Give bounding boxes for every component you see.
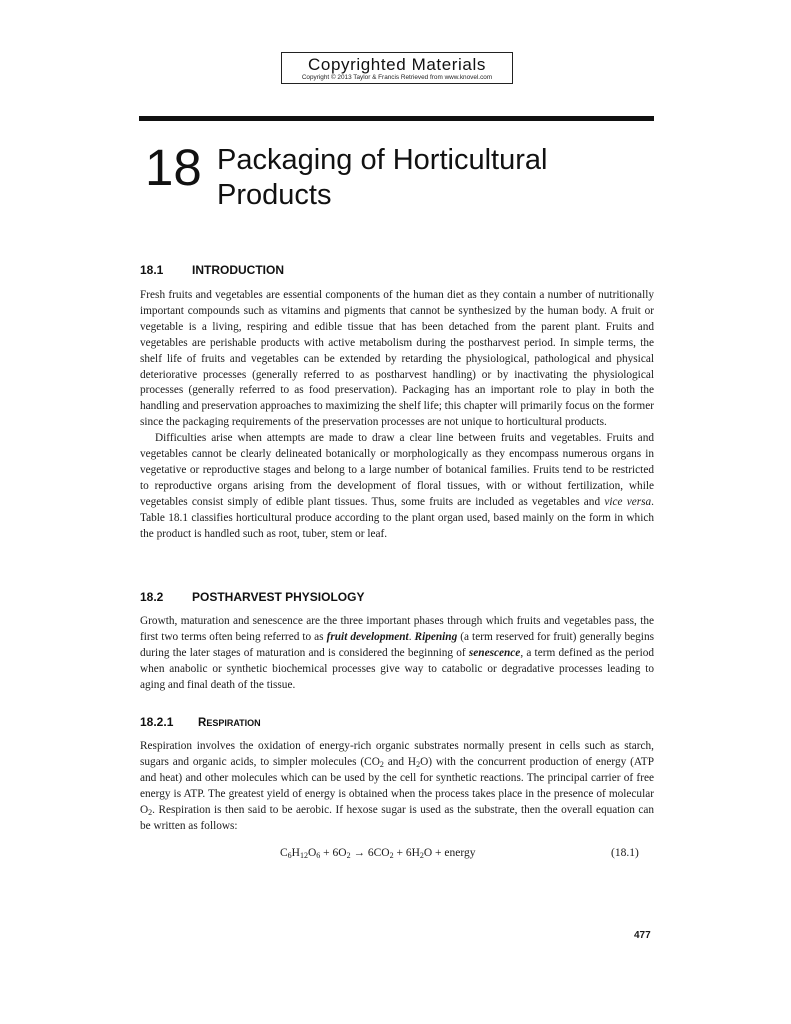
paragraph-respiration: Respiration involves the oxidation of energy-rich organic substrates normally present in cells such as starch, sugars and organic acids, to simpler molecules ($CO_2$ and $H_2O$) with the concurrent production of energy (ATP and heat) and other molecules which can be used by the cell for synthetic reactions. The principal carrier of free energy is ATP. The greatest yield of energy is obtained when the process takes place in the presence of molecular $O_2$. Respiration is then said to be aerobic. If hexose sugar is used as the substrate, then the overall equation can be written as follows: bbox=[140, 740, 654, 832]
page-number: 477 bbox=[634, 930, 651, 941]
equation-18-1: $C_6H_{12}O_6 + 6O_2 \to 6CO_2 + 6H_2O$ + energy bbox=[280, 847, 476, 860]
banner-title: Copyrighted Materials bbox=[308, 55, 486, 74]
italic-term: vice versa bbox=[604, 495, 652, 508]
chapter-rule bbox=[139, 116, 654, 121]
chapter-title bbox=[217, 143, 547, 213]
paragraph-intro-1: Fresh fruits and vegetables are essential components of the human diet as they contain a number of nutritionally important compounds such as vitamins and pigments that cannot be synthesized by the human body. A fruit or vegetable is a living, respiring and edible tissue that has been detached from the parent plant. Fruits and vegetables are perishable products with active metabolism during the postharvest period. In simple terms, the shelf life of fruits and vegetables can be extended by retarding the physiological, pathological and physical deteriorative processes (generally referred to as postharvest handling) or by inactivating the physiological processes (generally referred to as food preservation). Packaging has an important role to play in both the handling and preservation approaches to maximizing the shelf life; this chapter will primarily focus on the former since the packaging requirements of the preservation processes are not unique to horticultural products. bbox=[140, 289, 654, 429]
section-heading-18-1 bbox=[140, 263, 284, 277]
equation-number: (18.1) bbox=[611, 847, 639, 859]
section-number: 18.2.1 bbox=[140, 715, 174, 729]
section-18-2-1-body bbox=[140, 739, 654, 834]
term-fruit-development: fruit development bbox=[326, 630, 409, 643]
paragraph-postharvest: Growth, maturation and senescence are the three important phases through which fruits and vegetables pass, the first two terms often being referred to as fruit development. Ripening (a term reserved for fruit) generally begins during the later stages of maturation and is considered the beginning of senescence, a term defined as the period when anabolic or synthetic biochemical processes give way to catabolic or degradative processes leading to aging and final death of the tissue. bbox=[140, 615, 654, 691]
section-heading-18-2-1 bbox=[140, 715, 261, 729]
section-18-1-body bbox=[140, 288, 654, 543]
copyright-banner bbox=[281, 52, 513, 84]
section-title: RESPIRATION bbox=[198, 717, 261, 729]
chapter-title-line-2: Products bbox=[217, 179, 332, 211]
chapter-title-line-1: Packaging of Horticultural bbox=[217, 144, 548, 176]
section-title: POSTHARVEST PHYSIOLOGY bbox=[192, 590, 365, 604]
banner-subtitle: Copyright © 2013 Taylor & Francis Retrieved from www.knovel.com bbox=[301, 74, 493, 81]
section-title: INTRODUCTION bbox=[192, 263, 284, 277]
chapter-number: 18 bbox=[145, 139, 202, 196]
section-number: 18.1 bbox=[140, 263, 164, 277]
term-senescence: senescence bbox=[468, 646, 521, 659]
section-18-2-body bbox=[140, 614, 654, 694]
section-number: 18.2 bbox=[140, 590, 164, 604]
paragraph-intro-2: Difficulties arise when attempts are made to draw a clear line between fruits and vegetables. Fruits and vegetables cannot be clearly delineated botanically or morphologically as they encompass numerous organs in vegetative or reproductive stages and belong to a large number of botanical families. Fruits tend to be restricted to reproductive organs arising from the development of floral tissues, with or without fertilization, while vegetables consist simply of edible plant tissues. Thus, some fruits are included as vegetables and vice versa. Table 18.1 classifies horticultural produce according to the plant organ used, based mainly on the form in which the product is handled such as root, tuber, stem or leaf. bbox=[140, 432, 654, 540]
section-heading-18-2 bbox=[140, 590, 364, 604]
term-ripening: Ripening bbox=[414, 630, 458, 643]
